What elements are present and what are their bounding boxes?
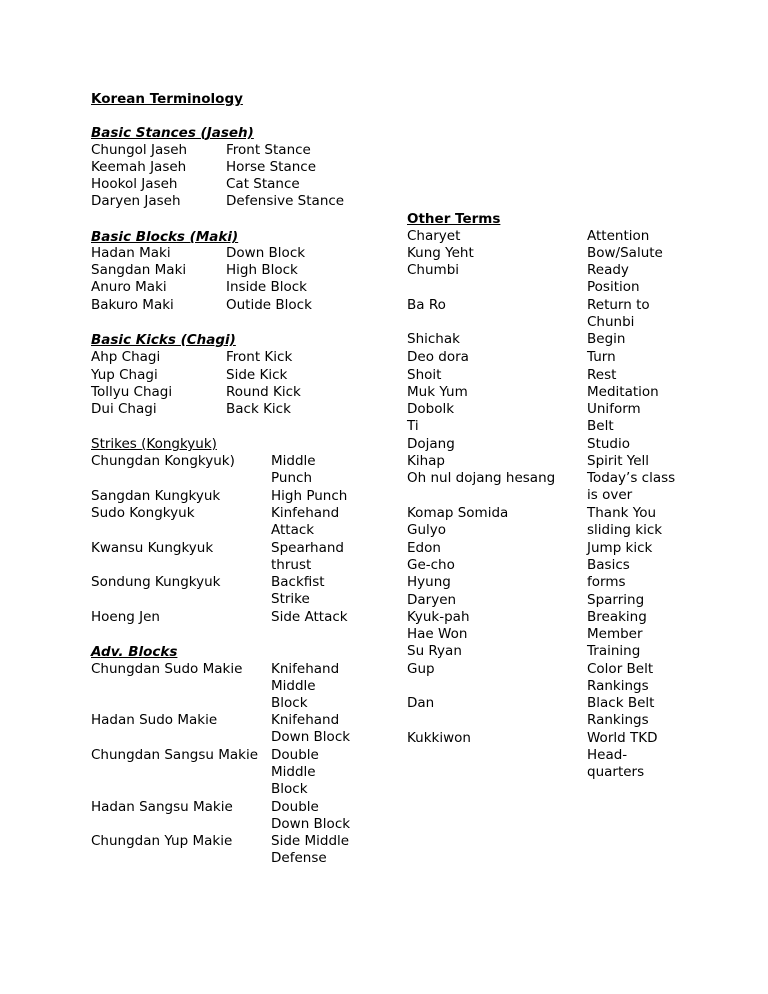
meaning: Front Kick	[226, 349, 293, 365]
meaning: Front Stance	[226, 142, 311, 158]
meaning: Backfist Strike	[271, 574, 325, 608]
meaning: Attention	[587, 228, 650, 244]
term: Ahp Chagi	[91, 349, 161, 365]
meaning: Inside Block	[226, 279, 307, 295]
term: Hae Won	[407, 626, 468, 642]
meaning: Round Kick	[226, 384, 301, 400]
term: Gulyo	[407, 522, 447, 538]
meaning: Return to Chunbi	[587, 297, 650, 331]
term: Hookol Jaseh	[91, 176, 178, 192]
meaning: Turn	[587, 349, 616, 365]
term: Sangdan Maki	[91, 262, 187, 278]
meaning: High Block	[226, 262, 298, 278]
meaning: Double Down Block	[271, 799, 351, 833]
term: Komap Somida	[407, 505, 509, 521]
term: Ge-cho	[407, 557, 455, 573]
meaning: sliding kick	[587, 522, 663, 538]
term: Kung Yeht	[407, 245, 474, 261]
meaning: Outide Block	[226, 297, 312, 313]
meaning: Rest	[587, 367, 617, 383]
section-heading-adv-blocks: Adv. Blocks	[91, 644, 178, 660]
term: Anuro Maki	[91, 279, 167, 295]
meaning: Double Middle Block	[271, 747, 319, 798]
term: Kwansu Kungkyuk	[91, 540, 214, 556]
meaning: Jump kick	[587, 540, 653, 556]
meaning: Uniform	[587, 401, 641, 417]
term: Hadan Sudo Makie	[91, 712, 218, 728]
term: Ba Ro	[407, 297, 446, 313]
meaning: World TKD Head-quarters	[587, 730, 658, 781]
section-heading-basic-blocks: Basic Blocks (Maki)	[91, 229, 239, 245]
term: Dui Chagi	[91, 401, 157, 417]
term: Chumbi	[407, 262, 460, 278]
meaning: Cat Stance	[226, 176, 300, 192]
term: Edon	[407, 540, 441, 556]
section-heading-basic-kicks: Basic Kicks (Chagi)	[91, 332, 236, 348]
meaning: Today’s class is over	[587, 470, 676, 504]
term: Daryen Jaseh	[91, 193, 181, 209]
term: Keemah Jaseh	[91, 159, 187, 175]
meaning: Training	[587, 643, 641, 659]
meaning: Down Block	[226, 245, 306, 261]
meaning: Spearhand thrust	[271, 540, 344, 574]
term: Sondung Kungkyuk	[91, 574, 221, 590]
meaning: Knifehand Down Block	[271, 712, 351, 746]
term: Sangdan Kungkyuk	[91, 488, 221, 504]
meaning: Begin	[587, 331, 626, 347]
meaning: Ready Position	[587, 262, 640, 296]
term: Hoeng Jen	[91, 609, 160, 625]
meaning: Knifehand Middle Block	[271, 661, 340, 712]
term: Kukkiwon	[407, 730, 471, 746]
term: Shichak	[407, 331, 460, 347]
meaning: Studio	[587, 436, 630, 452]
meaning: Side Middle Defense	[271, 833, 350, 867]
meaning: Sparring	[587, 592, 645, 608]
meaning: Black Belt Rankings	[587, 695, 655, 729]
term: Chungdan Sangsu Makie	[91, 747, 258, 763]
term: Shoit	[407, 367, 442, 383]
term: Ti	[407, 418, 419, 434]
term: Kyuk-pah	[407, 609, 470, 625]
meaning: High Punch	[271, 488, 348, 504]
term: Yup Chagi	[91, 367, 158, 383]
term: Chungdan Yup Makie	[91, 833, 233, 849]
meaning: Horse Stance	[226, 159, 317, 175]
meaning: Basics	[587, 557, 630, 573]
term: Dobolk	[407, 401, 455, 417]
section-heading-strikes: Strikes (Kongkyuk)	[91, 436, 217, 452]
term: Hyung	[407, 574, 451, 590]
meaning: Spirit Yell	[587, 453, 650, 469]
term: Muk Yum	[407, 384, 468, 400]
meaning: Bow/Salute	[587, 245, 663, 261]
meaning: Defensive Stance	[226, 193, 345, 209]
term: Deo dora	[407, 349, 469, 365]
term: Chungol Jaseh	[91, 142, 188, 158]
meaning: Kinfehand Attack	[271, 505, 340, 539]
term: Chungdan Kongkyuk)	[91, 453, 235, 469]
term: Chungdan Sudo Makie	[91, 661, 243, 677]
meaning: Back Kick	[226, 401, 291, 417]
term: Daryen	[407, 592, 457, 608]
meaning: Meditation	[587, 384, 659, 400]
meaning: Middle Punch	[271, 453, 316, 487]
meaning: Thank You	[587, 505, 657, 521]
term: Su Ryan	[407, 643, 462, 659]
meaning: Color Belt Rankings	[587, 661, 654, 695]
meaning: Breaking	[587, 609, 647, 625]
term: Oh nul dojang hesang	[407, 470, 556, 486]
section-heading-basic-stances: Basic Stances (Jaseh)	[91, 125, 254, 141]
term: Sudo Kongkyuk	[91, 505, 195, 521]
meaning: forms	[587, 574, 626, 590]
page-title: Korean Terminology	[91, 91, 243, 107]
term: Dan	[407, 695, 435, 711]
term: Hadan Sangsu Makie	[91, 799, 233, 815]
section-heading-other-terms: Other Terms	[407, 211, 501, 227]
term: Dojang	[407, 436, 455, 452]
term: Bakuro Maki	[91, 297, 174, 313]
meaning: Side Kick	[226, 367, 288, 383]
meaning: Side Attack	[271, 609, 348, 625]
meaning: Belt	[587, 418, 614, 434]
term: Tollyu Chagi	[91, 384, 173, 400]
meaning: Member	[587, 626, 643, 642]
term: Charyet	[407, 228, 461, 244]
term: Hadan Maki	[91, 245, 171, 261]
term: Gup	[407, 661, 435, 677]
term: Kihap	[407, 453, 446, 469]
